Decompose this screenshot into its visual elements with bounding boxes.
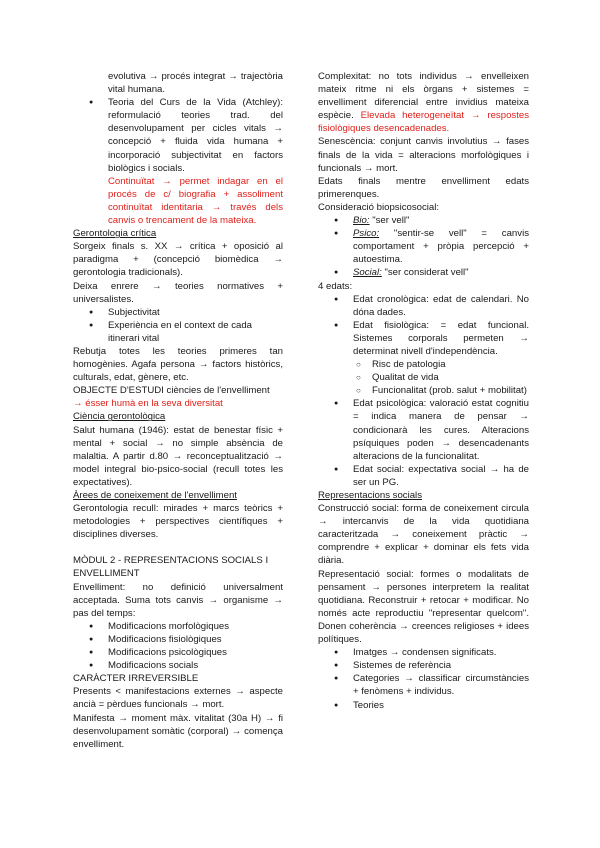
list-item: ● Imatges → condensen significats. [318, 646, 529, 659]
list-item [318, 266, 529, 279]
paragraph: Gerontologia recull: mirades + marcs teòrics + metodologies + perspectives científiques + disciplines diverses. [73, 503, 283, 541]
object-of-study-red: → ésser humà en la seva diversitat [73, 398, 223, 410]
paragraph: Deixa enrere → teories normatives + universalistes. [73, 280, 283, 305]
ages-label: 4 edats: [318, 280, 353, 292]
term: Psico: [353, 228, 380, 240]
list-item: ● Modificacions morfològiques [73, 620, 283, 633]
paragraph: Edats finals mentre envelliment edats primerenques. [318, 175, 529, 200]
list-item: ● Modificacions psicològiques [73, 646, 283, 659]
term-desc: "ser considerat vell" [381, 267, 469, 279]
list-item: ● Modificacions socials [73, 659, 283, 672]
list-item [318, 214, 529, 227]
list-item: ● Edat psicològica: valoració estat cognitiu = indica manera de pensar → condicionarà les cures. Alteracions psíquiques poden → desencadenants alteracions de la funcionalitat. [318, 397, 529, 462]
list-item [73, 96, 283, 227]
term: Social: [353, 267, 382, 279]
list-item: ● Edat fisiològica: = edat funcional. Sistemes corporals permeten → determinat nivell d'independència. [318, 319, 529, 358]
left-column [73, 70, 283, 751]
complexity-text: Complexitat: no tots individus → envelleixen mateix ritme ni els òrgans + sistemes = envelliment diferencial entre invidius mateixa espècie. [318, 71, 529, 122]
module-title: MÒDUL 2 - REPRESENTACIONS SOCIALS I ENVELLIMENT [73, 555, 269, 580]
paragraph: Manifesta → moment màx. vitalitat (30a H) → fi desenvolupament somàtic (corporal) → comença envelliment. [73, 712, 283, 750]
paragraph: Representació social: formes o modalitats de pensament → persones interpretem la realitat quotidiana. Reconstruir + retocar + modificar. No només acte reproductiu "representar quelcom". Donen coherència → creences religioses + idees polítiques. [318, 568, 529, 646]
paragraph: Senescència: conjunt canvis involutius → fases finals de la vida = alteracions morfològiques i funcionals → mort. [318, 136, 529, 174]
term: Bio: [353, 215, 370, 227]
term-desc: "ser vell" [369, 215, 410, 227]
list-item: ● Edat social: expectativa social → ha de ser un PG. [318, 463, 529, 489]
sub-list-item: ○ Risc de patologia [318, 358, 529, 371]
life-course-text: ● Teoria del Curs de la Vida (Atchley): reformulació teories trad. del desenvolupament per cicles vitals → concepció + fluida vida humana + incorporació subjectivitat en factors biològics i socials. [108, 97, 283, 174]
paragraph: Consideració biopsicosocial: [318, 201, 440, 213]
complexity-paragraph [318, 70, 529, 135]
list-item: ● Modificacions fisiològiques [73, 633, 283, 646]
paragraph: Presents < manifestacions externes → aspecte ancià = pèrdues funcionals → mort. [73, 686, 283, 711]
list-item: ● Subjectivitat [73, 306, 283, 319]
paragraph: Envelliment: no definició universalment acceptada. Suma tots canvis → organisme → pas del temps: [73, 581, 283, 619]
paragraph: Rebutja totes les teories primeres tan homogènies. Agafa persona → factors històrics, culturals, edat, gènere, etc. [73, 345, 283, 384]
list-item: ● Edat cronològica: edat de calendari. No dóna dades. [318, 293, 529, 319]
list-item: ● Teories [318, 699, 529, 712]
paragraph: Sorgeix finals s. XX → crítica + oposició al paradigma + (concepció biomèdica → gerontologia tradicionals). [73, 241, 283, 279]
section-heading-science: Ciència gerontològica [73, 411, 166, 423]
list-item [318, 227, 529, 266]
section-heading-critical: Gerontologia crítica [73, 228, 157, 240]
complexity-red-note: Elevada heterogeneïtat → respostes fisiològiques desencadenades. [318, 110, 529, 135]
list-item: ● Experiència en el context de cada itinerari vital [73, 319, 283, 345]
sub-list-item: ○ Funcionalitat (prob. salut + mobilitat) [318, 384, 529, 397]
paragraph: Construcció social: forma de coneixement circula → intercanvis de la vida quotidiana caracteritzada → coneixement pràctic → comprendre + explicar + dominar els fets vida diària. [318, 503, 529, 567]
list-item: ● Sistemes de referència [318, 659, 529, 672]
section-heading-areas: Àrees de coneixement de l'envelliment [73, 490, 237, 501]
paragraph: Salut humana (1946): estat de benestar físic + mental + social → no simple absència de malaltia. A partir d.80 → reconceptualització → model integral bio-psico-social (recull totes les expectatives). [73, 424, 283, 488]
sub-list-item: ○ Qualitat de vida [318, 371, 529, 384]
life-course-red-note: Continuïtat → permet indagar en el procés de c/ biografia + assoliment continuïtat identitaria → través dels canvis o trencament de la mateixa. [108, 175, 283, 227]
section-heading-irreversible: CARÀCTER IRREVERSIBLE [73, 673, 199, 685]
term-desc: "sentir-se vell" = canvis comportament + pròpia percepció + autoestima. [353, 228, 529, 266]
object-of-study: OBJECTE D'ESTUDI ciències de l'envelliment [73, 385, 270, 397]
intro-continuation: evolutiva → procés integrat → trajectòria vital humana. [108, 71, 283, 96]
right-column [318, 70, 529, 712]
section-heading-representations: Representacions socials [318, 490, 422, 501]
list-item: ● Categories → classificar circumstàncies + fenòmens + individus. [318, 672, 529, 698]
